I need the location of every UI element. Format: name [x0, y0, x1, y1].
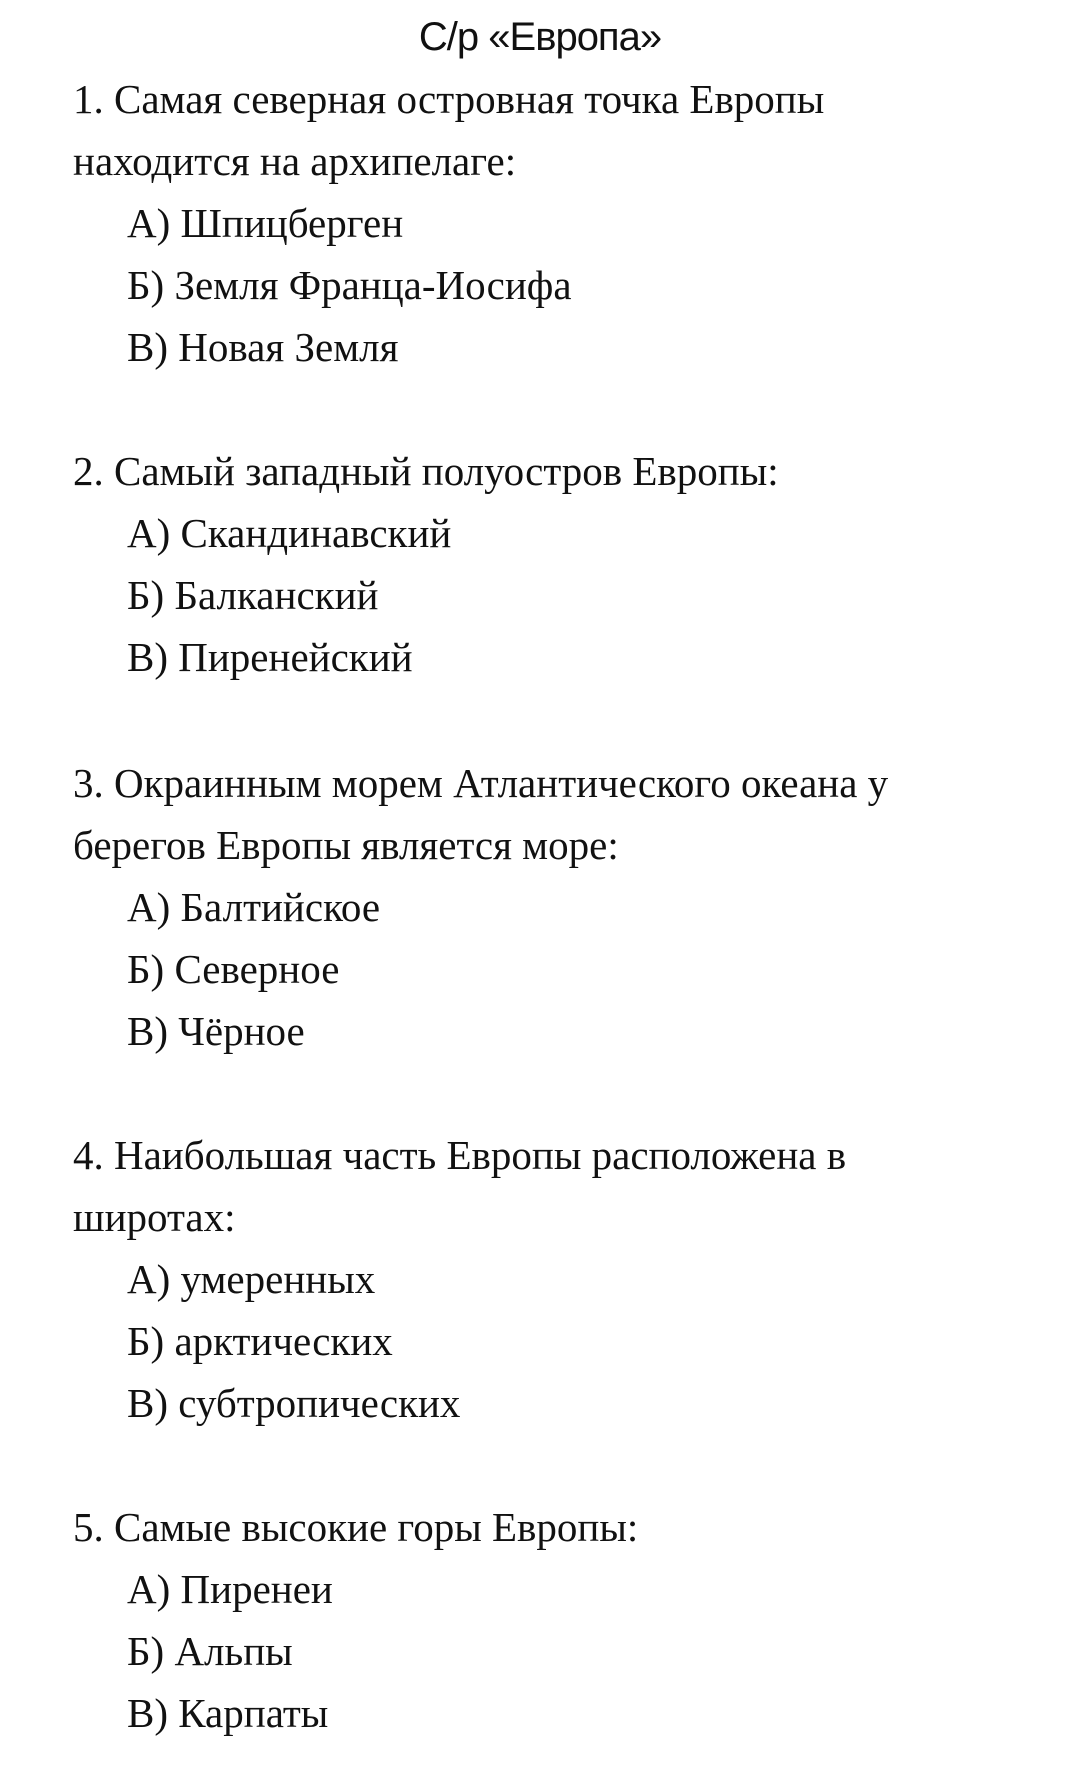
question-1-text-line-2: находится на архипелаге:: [73, 138, 517, 184]
question-1-text-line-1: 1. Самая северная островная точка Европы: [73, 76, 825, 122]
question-3-option-a: А) Балтийское: [127, 884, 381, 930]
question-3-option-c: В) Чёрное: [127, 1008, 305, 1054]
question-4-option-a: А) умеренных: [127, 1256, 376, 1302]
question-1-option-b: Б) Земля Франца-Иосифа: [127, 262, 572, 308]
question-1-option-a: А) Шпицберген: [127, 200, 404, 246]
question-5-option-b: Б) Альпы: [127, 1628, 293, 1674]
question-4-text-line-2: широтах:: [73, 1194, 236, 1240]
question-4-option-c: В) субтропических: [127, 1380, 461, 1426]
question-4-text-line-1: 4. Наибольшая часть Европы расположена в: [73, 1132, 847, 1178]
question-2-option-c: В) Пиренейский: [127, 634, 413, 680]
question-5-option-c: В) Карпаты: [127, 1690, 329, 1736]
question-2-option-b: Б) Балканский: [127, 572, 379, 618]
question-3-option-b: Б) Северное: [127, 946, 340, 992]
question-1-option-c: В) Новая Земля: [127, 324, 399, 370]
question-3-text-line-1: 3. Окраинным морем Атлантического океана у: [73, 760, 889, 806]
question-5-text-line-1: 5. Самые высокие горы Европы:: [73, 1504, 639, 1550]
question-5-option-a: А) Пиренеи: [127, 1566, 333, 1612]
question-4-option-b: Б) арктических: [127, 1318, 393, 1364]
question-2-option-a: А) Скандинавский: [127, 510, 452, 556]
question-2-text-line-1: 2. Самый западный полуостров Европы:: [73, 448, 779, 494]
page-title: С/р «Европа»: [418, 15, 662, 59]
question-3-text-line-2: берегов Европы является море:: [73, 822, 619, 868]
